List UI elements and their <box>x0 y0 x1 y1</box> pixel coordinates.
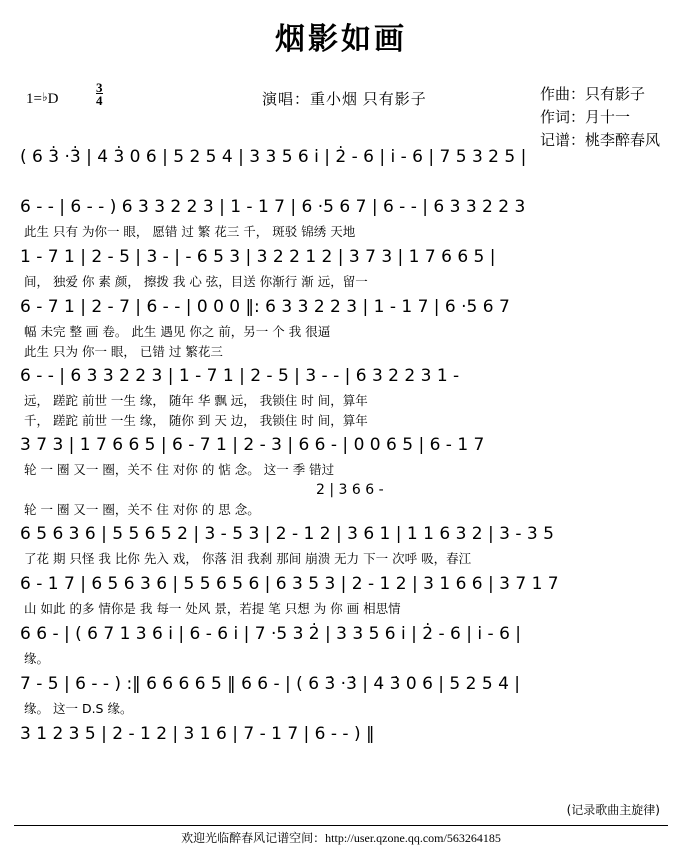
notation-line: ( 6 3̇ ·3̇ | 4 3̇ 0 6 | 5 2 5 4 | 3 3 5 6 i | 2̇ - 6 | i - 6 | 7 5 3 2 5 | <box>20 147 527 167</box>
lyric-line: 远， 蹉跎 前世 一生 缘， 随年 华 飘 远， 我锁住 时 间，算年 <box>24 393 368 408</box>
lyric-line: 缘。 这一 D.S 缘。 <box>24 701 133 716</box>
footer-divider <box>14 825 668 826</box>
key-signature <box>26 90 58 108</box>
annotation-note: (记录歌曲主旋律) <box>566 803 660 817</box>
lyric-line: 山 如此 的多 情你是 我 每一 处风 景，若提 笔 只想 为 你 画 相思情 <box>24 601 401 616</box>
time-signature <box>96 82 103 106</box>
notation-line: 6 - 1 7 | 6 5 6 3 6 | 5 5 6 5 6 | 6 3 5 3 | 2 - 1 2 | 3 1 6 6 | 3 7 1 7 <box>20 574 559 594</box>
lyricist-credit: 作词：月十一 <box>539 110 630 126</box>
performer-credit: 演唱：重小烟 只有影子 <box>262 92 427 108</box>
lyric-line-verse2: 此生 只为 你一 眼， 已错 过 繁花三 <box>24 344 223 359</box>
lyric-line: 幅 未完 整 画 卷。 此生 遇见 你之 前，另一 个 我 很逼 <box>24 324 331 339</box>
lyric-line: 了花 期 只怪 我 比你 先入 戏， 你落 泪 我刹 那间 崩溃 无力 下一 次呼 吸，春江 <box>24 551 472 566</box>
key-prefix: 1= <box>26 91 42 107</box>
key-letter: D <box>47 91 59 107</box>
score-metadata <box>0 62 682 149</box>
notation-line: 6 - 7 1 | 2 - 7 | 6 - - | 0 0 0 ‖: 6 3 3 2 2 3 | 1 - 1 7 | 6 ·5 6 7 <box>20 297 510 317</box>
lyric-line: 轮 一 圈 又一 圈，关不 住 对你 的 惦 念。 这一 季 错过 <box>24 462 335 477</box>
lyric-line: 此生 只有 为你一 眼， 愿错 过 繁 花三 千， 斑驳 锦绣 天地 <box>24 224 356 239</box>
notation-line: 6 6 - | ( 6 7 1 3 6 i | 6 - 6 i | 7 ·5 3 2̇ | 3 3 5 6 i | 2̇ - 6 | i - 6 | <box>20 624 522 644</box>
lyric-line: 间， 独爱 你 素 颜， 擦拨 我 心 弦，目送 你渐行 渐 远，留一 <box>24 274 368 289</box>
music-staff <box>16 142 666 749</box>
notation-line: 6 - - | 6 - - ) 6 3 3 2 2 3 | 1 - 1 7 | 6 ·5 6 7 | 6 - - | 6 3 3 2 2 3 <box>20 197 526 217</box>
lyric-line: 缘。 <box>24 651 50 666</box>
notation-line: 6 5 6 3 6 | 5 5 6 5 2 | 3 - 5 3 | 2 - 1 2 | 3 6 1 | 1 1 6 3 2 | 3 - 3 5 <box>20 524 554 544</box>
page-title: 烟影如画 <box>275 22 407 57</box>
notation-line: 6 - - | 6 3 3 2 2 3 | 1 - 7 1 | 2 - 5 | 3 - - | 6 3 2 2 3 1 - <box>20 366 460 386</box>
notation-line-ending2: 2 | 3 6 6 - <box>316 482 384 498</box>
composer-credit: 作曲：只有影子 <box>539 87 645 103</box>
lyric-line <box>16 172 666 192</box>
time-numerator: 3 <box>96 80 103 95</box>
notation-line: 1 - 7 1 | 2 - 5 | 3 - | - 6 5 3 | 3 2 2 1 2 | 3 7 3 | 1 7 6 6 5 | <box>20 247 496 267</box>
sheet-music-page <box>0 14 682 852</box>
notation-line: 7 - 5 | 6 - - ) :‖ 6 6 6 6 5 ‖ 6 6 - | ( 6 3̇ ·3̇ | 4 3̇ 0 6 | 5 2 5 4 | <box>20 674 521 694</box>
footer-text: 欢迎光临醉春风记谱空间：http://user.qzone.qq.com/563264185 <box>181 831 501 845</box>
time-denominator: 4 <box>96 93 103 108</box>
lyric-line-verse2: 轮 一 圈 又一 圈，关不 住 对你 的 思 念。 <box>24 502 260 517</box>
key-accidental: ♭ <box>41 90 48 104</box>
notator-credit: 记谱：桃李醉春风 <box>539 133 660 149</box>
notation-line: 3 1 2 3 5 | 2 - 1 2 | 3 1 6 | 7 - 1 7 | 6 - - ) ‖ <box>20 724 375 744</box>
notation-line: 3 7 3 | 1 7 6 6 5 | 6 - 7 1 | 2 - 3 | 6 6 - | 0 0 6 5 | 6 - 1 7 <box>20 435 485 455</box>
lyric-line-verse2: 千， 蹉跎 前世 一生 缘， 随你 到 天 边， 我锁住 时 间，算年 <box>24 413 368 428</box>
